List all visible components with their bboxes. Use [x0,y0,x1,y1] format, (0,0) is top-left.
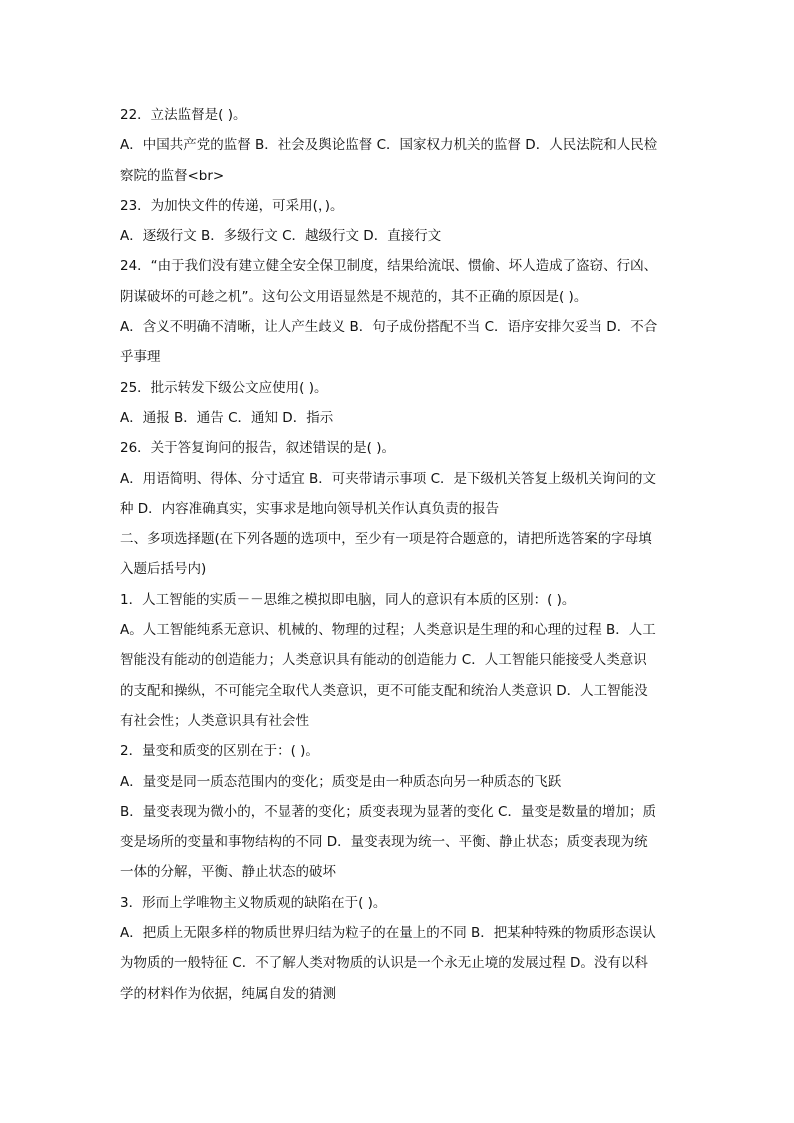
mq3-options-cont-1: 为物质的一般特征 C．不了解人类对物质的认识是一个永无止境的发展过程 D。没有以科 [120,955,648,972]
mq1-options-cont-1: 智能没有能动的创造能力；人类意识具有能动的创造能力 C．人工智能只能接受人类意识 [120,652,647,669]
q23-stem: 23．为加快文件的传递，可采用(，)。 [120,197,344,214]
q22-stem: 22．立法监督是( )。 [120,107,247,123]
q26-options-cont: 种 D．内容准确真实，实事求是地向领导机关作认真负责的报告 [120,500,500,517]
mq2-options-cont-2: 一体的分解，平衡、静止状态的破坏 [120,864,336,881]
mq2-option-a: A．量变是同一质态范围内的变化；质变是由一种质态向另一种质态的飞跃 [120,773,562,790]
q24-options-cont: 乎事理 [120,349,161,366]
q25-options: A．通报 B．通告 C．通知 D．指示 [120,409,334,426]
mq3-options-cont-2: 学的材料作为依据，纯属自发的猜测 [120,985,336,1002]
section-heading: 二、多项选择题(在下列各题的选项中，至少有一项是符合题意的，请把所选答案的字母填 [120,531,652,548]
q24-stem-cont: 阴谋破坏的可趁之机”。这句公文用语显然是不规范的，其不正确的原因是( )。 [120,288,588,305]
q22-options: A．中国共产党的监督 B．社会及舆论监督 C．国家权力机关的监督 D．人民法院和人民检 [120,137,658,154]
mq3-stem: 3．形而上学唯物主义物质观的缺陷在于( )。 [120,894,387,911]
q25-stem: 25．批示转发下级公文应使用( )。 [120,379,328,396]
mq2-options: B．量变表现为微小的，不显著的变化；质变表现为显著的变化 C．量变是数量的增加；质 [120,803,656,820]
q26-options: A．用语简明、得体、分寸适宜 B．可夹带请示事项 C．是下级机关答复上级机关询问的文 [120,470,657,487]
q26-stem: 26．关于答复询问的报告，叙述错误的是( )。 [120,440,396,457]
q23-options: A．逐级行文 B．多级行文 C．越级行文 D．直接行文 [120,228,442,245]
section-heading-cont: 入题后括号内) [120,561,207,578]
mq1-options-cont-3: 有社会性；人类意识具有社会性 [120,712,309,729]
q22-options-cont: 察院的监督<br> [120,167,225,184]
mq1-options-cont-2: 的支配和操纵，不可能完全取代人类意识，更不可能支配和统治人类意识 D．人工智能没 [120,682,648,699]
mq1-stem: 1．人工智能的实质－－思维之模拟即电脑，同人的意识有本质的区别：( )。 [120,591,576,608]
mq2-options-cont-1: 变是场所的变量和事物结构的不同 D．量变表现为统一、平衡、静止状态；质变表现为统 [120,834,648,851]
q24-options: A．含义不明确不清晰，让人产生歧义 B．句子成份搭配不当 C．语序安排欠妥当 D．不合 [120,319,658,336]
document-page [120,100,680,1009]
q24-stem: 24．“由于我们没有建立健全安全保卫制度，结果给流氓、惯偷、坏人造成了盗窃、行凶、 [120,258,658,275]
mq3-options: A．把质上无限多样的物质世界归结为粒子的在量上的不同 B．把某种特殊的物质形态误认 [120,925,656,942]
mq2-stem: 2．量变和质变的区别在于：( )。 [120,743,319,760]
mq1-options: A。人工智能纯系无意识、机械的、物理的过程；人类意识是生理的和心理的过程 B．人工 [120,622,656,639]
